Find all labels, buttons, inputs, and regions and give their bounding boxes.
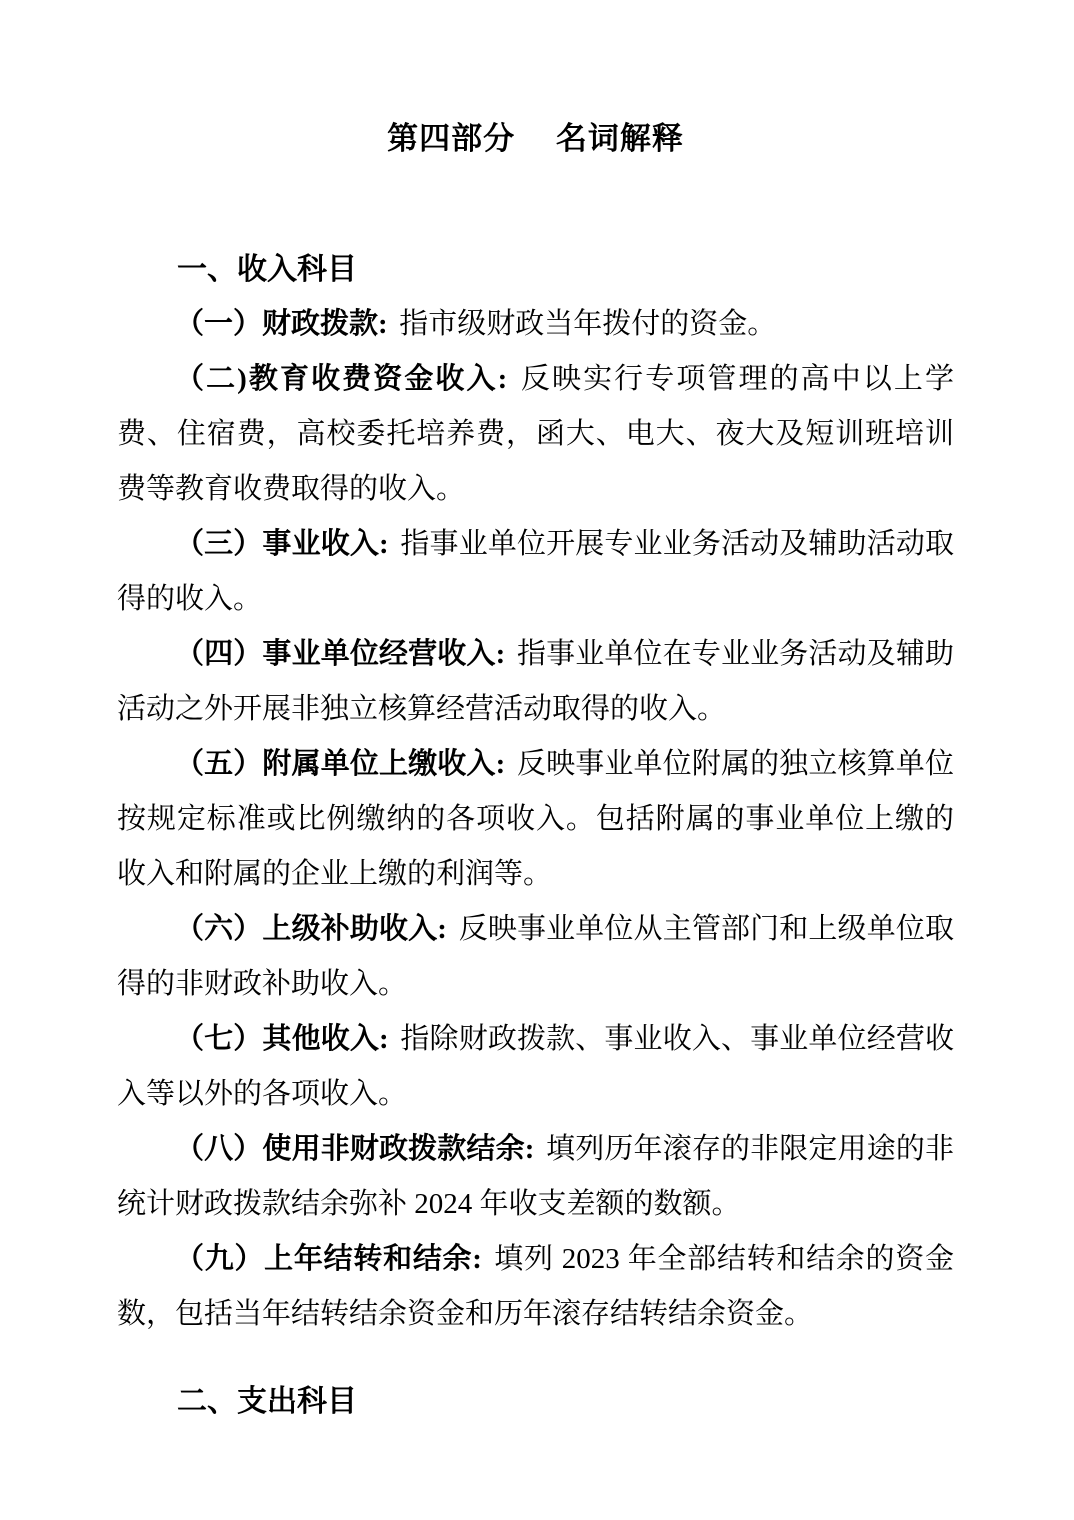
definition-term: （七）其他收入: [175,1023,397,1055]
expense-section-heading: 二、支出科目 [177,1385,357,1418]
definition-term: （九）上年结转和结余: [175,1243,490,1275]
definition-term: （三）事业收入: [175,528,397,560]
definition-item-3 [117,517,954,627]
definition-text: 填列历年滚存的非限定用途的非统计财政拨款结余弥补 2024 年收支差额的数额。 [117,1133,954,1220]
definition-item-6 [117,902,954,1012]
definition-text: 反映事业单位附属的独立核算单位按规定标准或比例缴纳的各项收入。包括附属的事业单位上缴的收入和附属的企业上缴的利润等。 [117,748,954,890]
definition-term: （一）财政拨款: [175,308,395,340]
definition-term: （五）附属单位上缴收入: [175,748,513,780]
definition-term: （二)教育收费资金收入: [175,363,517,395]
definition-item-4 [117,627,954,737]
definition-item-5 [117,737,954,902]
definition-text: 填列 2023 年全部结转和结余的资金数，包括当年结转结余资金和历年滚存结转结余资金。 [117,1243,954,1330]
definition-text: 指事业单位在专业业务活动及辅助活动之外开展非独立核算经营活动取得的收入。 [117,638,954,725]
definition-term: （八）使用非财政拨款结余: [175,1133,542,1165]
definition-text: 反映实行专项管理的高中以上学费、住宿费，高校委托培养费，函大、电大、夜大及短训班培训费等教育收费取得的收入。 [117,363,954,505]
document-title: 第四部分 名词解释 [387,121,684,156]
definition-item-2 [117,352,954,517]
definition-item-9 [117,1232,954,1342]
definition-item-7 [117,1012,954,1122]
definition-term: （四）事业单位经营收入: [175,638,513,670]
definition-item-8 [117,1122,954,1232]
definition-term: （六）上级补助收入: [175,913,455,945]
income-definitions-list [117,297,954,1342]
income-section-heading: 一、收入科目 [177,253,357,286]
definition-item-1 [117,297,954,352]
definition-text: 指事业单位开展专业业务活动及辅助活动取得的收入。 [117,528,954,615]
definition-text: 指市级财政当年拨付的资金。 [399,308,777,340]
definition-text: 指除财政拨款、事业收入、事业单位经营收入等以外的各项收入。 [117,1023,954,1110]
definition-text: 反映事业单位从主管部门和上级单位取得的非财政补助收入。 [117,913,954,1000]
